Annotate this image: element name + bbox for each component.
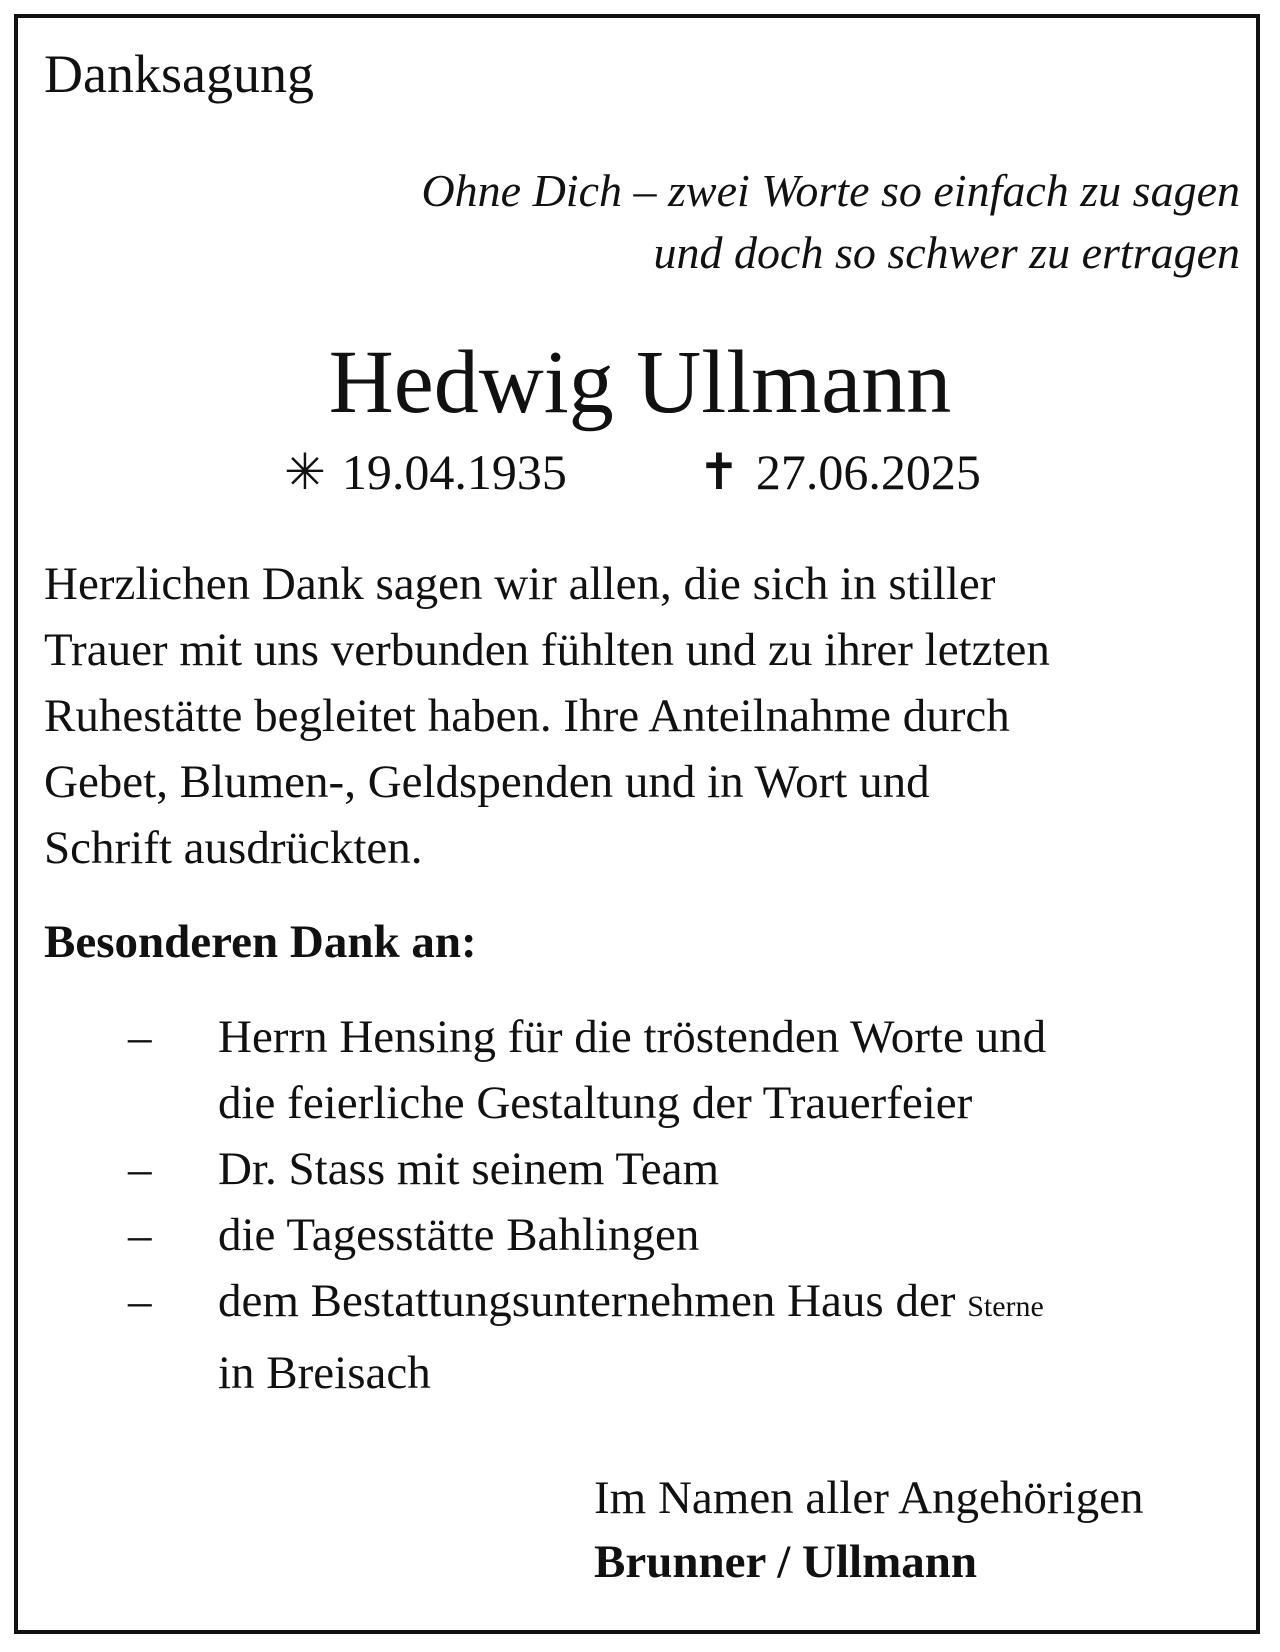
motto-line: Ohne Dich – zwei Worte so einfach zu sagen [421,165,1240,216]
list-dash: – [128,1209,152,1261]
paragraph-line: Ruhestätte begleitet haben. Ihre Anteilnahme durch [44,690,1010,742]
notice-heading: Danksagung [44,44,314,104]
death-cross-icon: ✝ [698,444,740,500]
list-dash: – [128,1011,152,1063]
list-item-text [218,1136,719,1202]
list-item-text [218,1004,1046,1136]
death-date: 27.06.2025 [755,444,981,500]
list-item [0,1202,1280,1268]
deceased-name: Hedwig Ullmann [328,333,952,432]
list-item-line-small: Sterne [967,1290,1044,1323]
paragraph-line: Gebet, Blumen-, Geldspenden und in Wort und [44,756,930,808]
list-item [0,1136,1280,1202]
list-item [0,1004,1280,1136]
paragraph-line: Herzlichen Dank sagen wir allen, die sich in stiller [44,558,996,610]
special-thanks-list [0,1004,1280,1400]
thanks-paragraph [44,551,1244,881]
special-thanks-heading: Besonderen Dank an: [44,916,477,968]
list-item-line-main: dem Bestattungsunternehmen Haus der [218,1275,956,1327]
list-item-line: die feierliche Gestaltung der Trauerfeier [218,1077,973,1129]
family-names: Brunner / Ullmann [594,1536,978,1588]
list-item-text [218,1268,1044,1406]
paragraph-line: Schrift ausdrückten. [44,822,423,874]
motto [240,160,1240,284]
list-item-line: in Breisach [218,1347,431,1399]
paragraph-line: Trauer mit uns verbunden fühlten und zu ihrer letzten [44,624,1050,676]
list-item-line [218,1268,1044,1340]
list-item-line: Dr. Stass mit seinem Team [218,1143,720,1195]
birth-date-row [284,442,567,502]
death-date-row [698,442,981,502]
list-item-text [218,1202,699,1268]
birth-star-icon: ✳ [284,444,326,500]
birth-date: 19.04.1935 [341,444,567,500]
motto-line: und doch so schwer zu ertragen [653,227,1240,278]
list-dash: – [128,1275,152,1327]
signature-line: Im Namen aller Angehörigen [594,1472,1144,1524]
list-item [0,1268,1280,1400]
signature-block [594,1466,1143,1594]
list-item-line: Herrn Hensing für die tröstenden Worte und [218,1011,1047,1063]
list-item-line: die Tagesstätte Bahlingen [218,1209,700,1261]
list-dash: – [128,1143,152,1195]
